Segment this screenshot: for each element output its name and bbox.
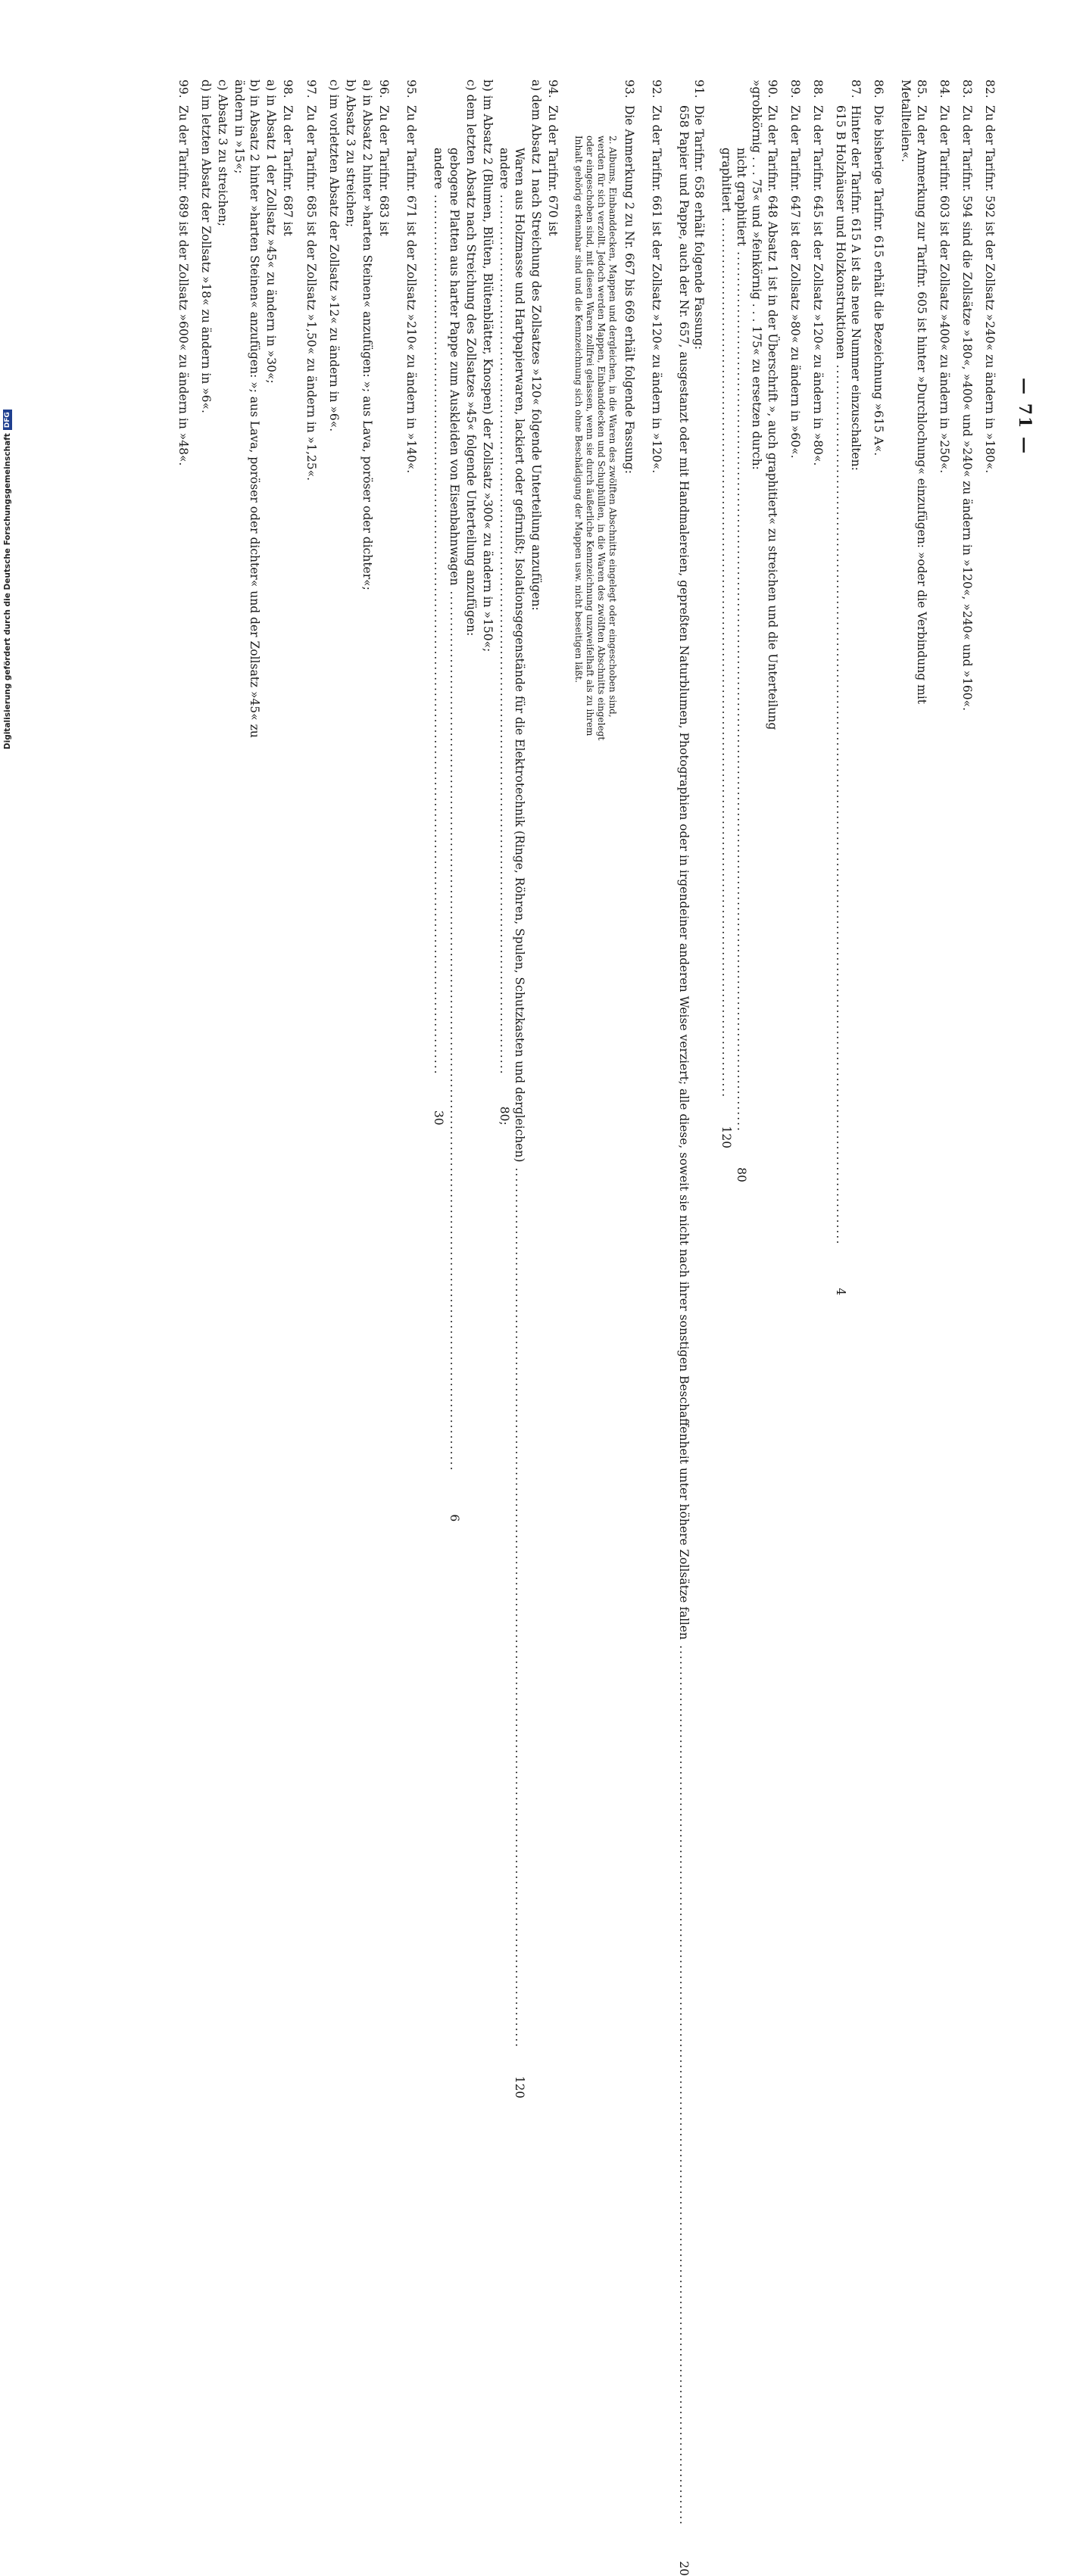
- entry-text: Zu der Tarifnr. 670 ist: [546, 105, 560, 236]
- tariff-row-value: 120: [719, 1126, 734, 1149]
- entry-subitem: b) in Absatz 2 hinter »harten Steinen« anzufügen: »; aus Lava, poröser oder dichter« und der Zollsatz »45« zu ändern in »15«;: [232, 79, 262, 738]
- entry-head: [280, 79, 295, 753]
- entry-text: Zu der Tarifnr. 689 ist der Zollsatz »600« zu ändern in »48«.: [176, 105, 190, 466]
- entry-item: [833, 79, 863, 1296]
- entry-text: Die Tarifnr. 658 erhält folgende Fassung:: [692, 105, 707, 350]
- entry-subitem: a) in Absatz 2 hinter »harten Steinen« anzufügen: »; aus Lava, poröser oder dichter«;: [360, 79, 375, 590]
- entry-item: [431, 79, 560, 2099]
- entry-text: Zu der Tarifnr. 671 ist der Zollsatz »210« zu ändern in »140«.: [404, 105, 419, 474]
- tariff-row-label: andere .....: [431, 148, 446, 1076]
- entry-number: 97.: [304, 79, 318, 98]
- entry-item: [960, 79, 975, 753]
- entry-item: [649, 79, 664, 753]
- entry-head: [176, 79, 191, 753]
- entry-number: 88.: [810, 79, 825, 98]
- entry-number: 89.: [788, 79, 802, 98]
- entries-list: [176, 79, 997, 2576]
- entry-item: [326, 79, 392, 753]
- entry-number: 95.: [404, 79, 419, 98]
- entry-number: 99.: [176, 79, 190, 98]
- tariff-row-label: gebogene Platten aus harter Pappe zum Auskleiden von Eisenbahnwagen .....: [446, 148, 461, 1472]
- entry-text: Zu der Tarifnr. 661 ist der Zollsatz »120« zu ändern in »120«.: [649, 105, 663, 474]
- entry-number: 96.: [377, 79, 392, 98]
- entry-head: [982, 79, 997, 753]
- entry-number: 93.: [622, 79, 636, 98]
- entry-text: Zu der Tarifnr. 603 ist der Zollsatz »400« zu ändern in »250«.: [937, 105, 951, 474]
- entry-text: Zu der Tarifnr. 648 Absatz 1 ist in der Überschrift », auch graphitiert« zu streichen und die Unterteilung »grobkörnig . . . 75« und »feinkörnig . . . 175« zu ersetzen durch:: [750, 79, 779, 730]
- entry-text: Die bisherige Tarifnr. 615 erhält die Bezeichnung »615 A«.: [872, 105, 886, 456]
- entry-head: [848, 79, 863, 753]
- tariff-row: [431, 148, 446, 1126]
- dfg-logo: DFG: [3, 410, 12, 430]
- entry-head: [691, 79, 707, 753]
- entry-text: Zu der Tarifnr. 685 ist der Zollsatz »1,50« zu ändern in »1,25«.: [304, 105, 318, 481]
- side-note-text: Digitalisierung gefördert durch die Deutsche Forschungsgemeinschaft: [3, 433, 12, 749]
- tariff-row: [446, 148, 461, 1522]
- entry-head: [376, 79, 392, 753]
- tariff-row: [833, 105, 848, 1296]
- entry-head: [898, 79, 928, 753]
- entry-text: Zu der Tarifnr. 592 ist der Zollsatz »240« zu ändern in »180«.: [983, 105, 997, 474]
- entry-item: [982, 79, 997, 753]
- entry-text: Die Anmerkung 2 zu Nr. 667 bis 669 erhält folgende Fassung:: [622, 105, 636, 474]
- entry-text: Zu der Tarifnr. 594 sind die Zollsätze »180«, »400« und »240« zu ändern in »120«, »240« und »160«.: [960, 105, 974, 712]
- entry-item: [810, 79, 825, 753]
- entry-head: [810, 79, 825, 753]
- entry-head: [960, 79, 975, 753]
- entry-item: [676, 79, 707, 2576]
- entry-head: [304, 79, 319, 753]
- tariff-row-label: 658 Papier und Pappe, auch der Nr. 657, ausgestanzt oder mit Handmalereien, gepreßten Naturblumen, Photographien oder in irgendeiner anderen Weise verziert; alle diese, soweit sie nicht nach ihrer sonstigen Beschaffenheit unter höhere Zollsätze fallen .....: [676, 105, 691, 2526]
- tariff-row-value: 4: [834, 1288, 848, 1296]
- tariff-row: [497, 148, 512, 1126]
- entry-number: 86.: [872, 79, 886, 98]
- entry-subitem: a) dem Absatz 1 nach Streichung des Zollsatzes »120« folgende Unterteilung anzufügen:: [529, 79, 544, 611]
- tariff-row-label: graphitiert .....: [719, 148, 734, 1098]
- entry-head: [621, 79, 636, 753]
- entry-number: 94.: [546, 79, 560, 98]
- tariff-row-label: nicht graphitiert .....: [734, 148, 749, 1132]
- entry-item: [176, 79, 191, 753]
- tariff-row: [512, 148, 527, 2099]
- entry-subitem: c) im vorletzten Absatz der Zollsatz »12« zu ändern in »6«.: [326, 79, 341, 432]
- entry-head: [788, 79, 803, 753]
- page-number: — 71 —: [1015, 378, 1035, 455]
- tariff-row-label: Waren aus Holzmasse und Hartpapierwaren, lackiert oder gefirnißt; Isolationsgegenstände für die Elektrotechnik (Ringe, Röhren, Spulen, Schutzkasten und dergleichen) .....: [512, 148, 527, 2048]
- entry-text: Hinter der Tarifnr. 615 A ist als neue Nummer einzuschalten:: [849, 105, 863, 471]
- entry-number: 83.: [960, 79, 974, 98]
- entry-item: [788, 79, 803, 753]
- entry-head: [545, 79, 560, 753]
- entry-item: [898, 79, 928, 753]
- entry-note: 2. Albums, Einbanddecken, Mappen und dergleichen, in die Waren des zwölften Abschnitts eingelegt oder eingeschoben sind, werden für sich verzollt. Jedoch werden Mappen, Einbanddecken und Schuphüllen, in die Waren des zwölften Abschnitts eingelegt oder eingeschoben sind, mit diesen Waren zollfrei gelassen, wenn sie durch äußerliche Kennzeichnung unzweifelhaft als zu ihrem Inhalt gehörig erkennbar sind und die Kennzeichnung sich ohne Beschädigung der Mappen usw. nicht beseitigen läßt.: [573, 135, 619, 741]
- entry-subitem: b) Absatz 3 zu streichen;: [343, 79, 357, 228]
- tariff-row: [734, 148, 749, 1182]
- entry-item: [304, 79, 319, 753]
- entry-text: Zu der Tarifnr. 645 ist der Zollsatz »120« zu ändern in »80«.: [810, 105, 825, 466]
- tariff-row-value: 80: [735, 1167, 749, 1182]
- digitization-note: [3, 410, 12, 749]
- entry-text: Zu der Anmerkung zur Tarifnr. 605 ist hinter »Durchlochung« einzufügen: »oder die Verbindung mit Metallteilen«.: [899, 79, 928, 705]
- tariff-row: [676, 105, 691, 2576]
- entry-number: 87.: [849, 79, 863, 98]
- entry-item: [871, 79, 886, 753]
- entry-number: 92.: [649, 79, 663, 98]
- entry-subitem: b) im Absatz 2 (Blumen, Blüten, Blütenblätter, Knospen) der Zollsatz »300« zu ändern in »150«;: [480, 79, 495, 653]
- tariff-row-value: 30: [432, 1110, 446, 1126]
- rotated-page: [111, 79, 1035, 2576]
- entry-item: [404, 79, 419, 753]
- entry-head: [404, 79, 419, 753]
- entry-text: Zu der Tarifnr. 647 ist der Zollsatz »80« zu ändern in »60«.: [788, 105, 802, 459]
- entry-subitem: d) im letzten Absatz der Zollsatz »18« zu ändern in »6«.: [198, 79, 213, 413]
- entry-subitem: a) in Absatz 1 der Zollsatz »45« zu ändern in »30«;: [264, 79, 279, 384]
- entry-subitem: c) dem letzten Absatz nach Streichung des Zollsatzes »45« folgende Unterteilung anzufügen:: [463, 79, 478, 637]
- tariff-row-label: andere .....: [497, 148, 512, 1076]
- tariff-row-value: 20: [676, 2561, 691, 2576]
- entry-head: [871, 79, 886, 753]
- entry-head: [749, 79, 779, 753]
- tariff-row-value: 6: [447, 1514, 461, 1522]
- entry-text: Zu der Tarifnr. 683 ist: [377, 105, 392, 236]
- entry-item: [573, 79, 636, 753]
- tariff-row-value: 80;: [498, 1106, 512, 1126]
- entry-head: [937, 79, 952, 753]
- entry-number: 82.: [983, 79, 997, 98]
- entry-number: 84.: [937, 79, 951, 98]
- entry-item: [719, 79, 780, 1182]
- tariff-row-label: 615 B Holzhäuser und Holzkonstruktionen .....: [833, 105, 848, 1245]
- entry-number: 98.: [281, 79, 295, 98]
- entry-number: 91.: [692, 79, 707, 98]
- entry-item: [937, 79, 952, 753]
- entry-item: [198, 79, 296, 753]
- tariff-row: [719, 148, 734, 1149]
- entry-text: Zu der Tarifnr. 687 ist: [281, 105, 295, 236]
- entry-subitem: c) Absatz 3 zu streichen;: [215, 79, 229, 226]
- entry-number: 85.: [914, 79, 928, 98]
- entry-head: [649, 79, 664, 753]
- entry-number: 90.: [765, 79, 779, 98]
- tariff-row-value: 120: [513, 2076, 527, 2099]
